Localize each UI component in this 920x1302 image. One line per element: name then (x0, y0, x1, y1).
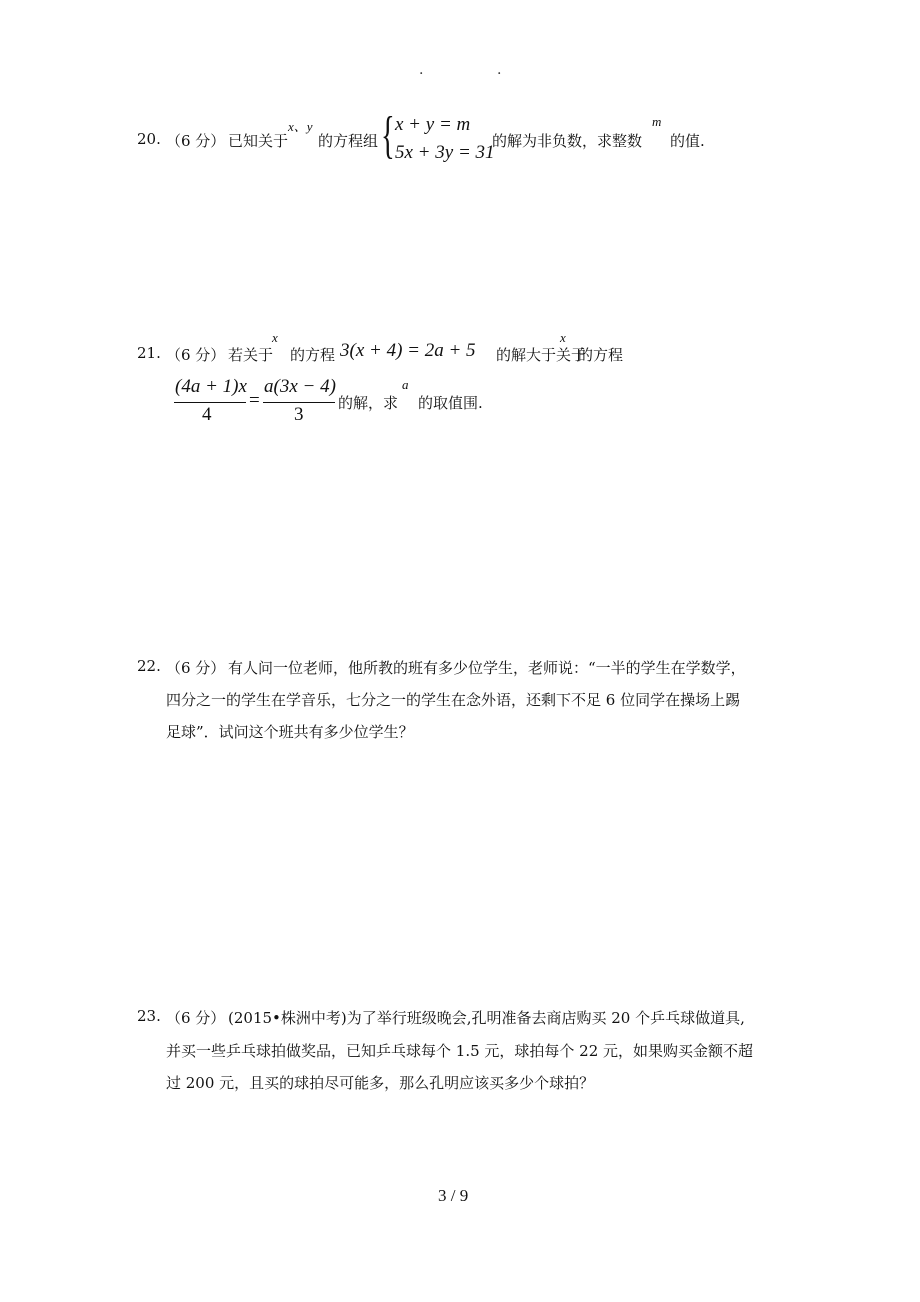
question-number: 23. (137, 1007, 161, 1025)
question-text-line: 四分之一的学生在学音乐，七分之一的学生在念外语，还剩下不足 6 位同学在操场上踢 (166, 691, 741, 709)
equation-system-brace: { (381, 107, 395, 164)
question-text: 的解为非负数，求整数 (492, 132, 643, 150)
question-text-line: 过 200 元，且买的球拍尽可能多，那么孔明应该买多少个球拍？ (166, 1074, 595, 1092)
equals-sign: = (249, 390, 260, 411)
equation-main: 3(x + 4) = 2a + 5 (340, 340, 476, 361)
question-text: 的值. (670, 132, 705, 150)
question-score: （6 分） (166, 132, 226, 150)
question-text-line: 足球”．试问这个班共有多少位学生？ (166, 723, 414, 741)
question-score: （6 分） (166, 1009, 226, 1027)
question-text-line: 并买一些乒乓球拍做奖品，已知乒乓球每个 1.5 元，球拍每个 22 元，如果购买金额不超 (166, 1042, 754, 1060)
page-number: 3 / 9 (438, 1186, 469, 1205)
equation-2: 5x + 3y = 31 (395, 142, 495, 163)
fraction-1-numerator: (4a + 1)x (175, 376, 247, 397)
variable-x: x (560, 330, 566, 345)
question-text-line: (2015•株洲中考)为了举行班级晚会,孔明准备去商店购买 20 个乒乓球做道具, (228, 1009, 745, 1027)
question-text-line: 有人问一位老师，他所教的班有多少位学生，老师说：“一半的学生在学数学， (228, 659, 746, 677)
header-dot-left: . (419, 62, 424, 78)
question-text: 若关于 (228, 346, 274, 364)
variable-a: a (402, 377, 409, 392)
question-text: 的解，求 (338, 394, 399, 412)
fraction-1-bar (174, 402, 246, 403)
fraction-1-denominator: 4 (202, 404, 212, 425)
question-text: 的方程组 (318, 132, 379, 150)
fraction-2-bar (263, 402, 335, 403)
variable-x: x (272, 330, 278, 345)
question-text: 的取值围. (418, 394, 483, 412)
question-score: （6 分） (166, 346, 226, 364)
question-text: 的方程 (290, 346, 336, 364)
question-score: （6 分） (166, 659, 226, 677)
question-text: 已知关于 (228, 132, 289, 150)
question-number: 22. (137, 657, 161, 675)
question-text: 的方程 (578, 346, 624, 364)
variable-xy: x、y (288, 119, 313, 134)
question-number: 20. (137, 130, 161, 148)
equation-1: x + y = m (395, 114, 471, 135)
question-text: 的解大于关于 (496, 346, 587, 364)
variable-m: m (652, 114, 662, 129)
question-number: 21. (137, 344, 161, 362)
fraction-2-numerator: a(3x − 4) (264, 376, 336, 397)
fraction-2-denominator: 3 (294, 404, 304, 425)
header-dot-right: . (497, 62, 502, 78)
